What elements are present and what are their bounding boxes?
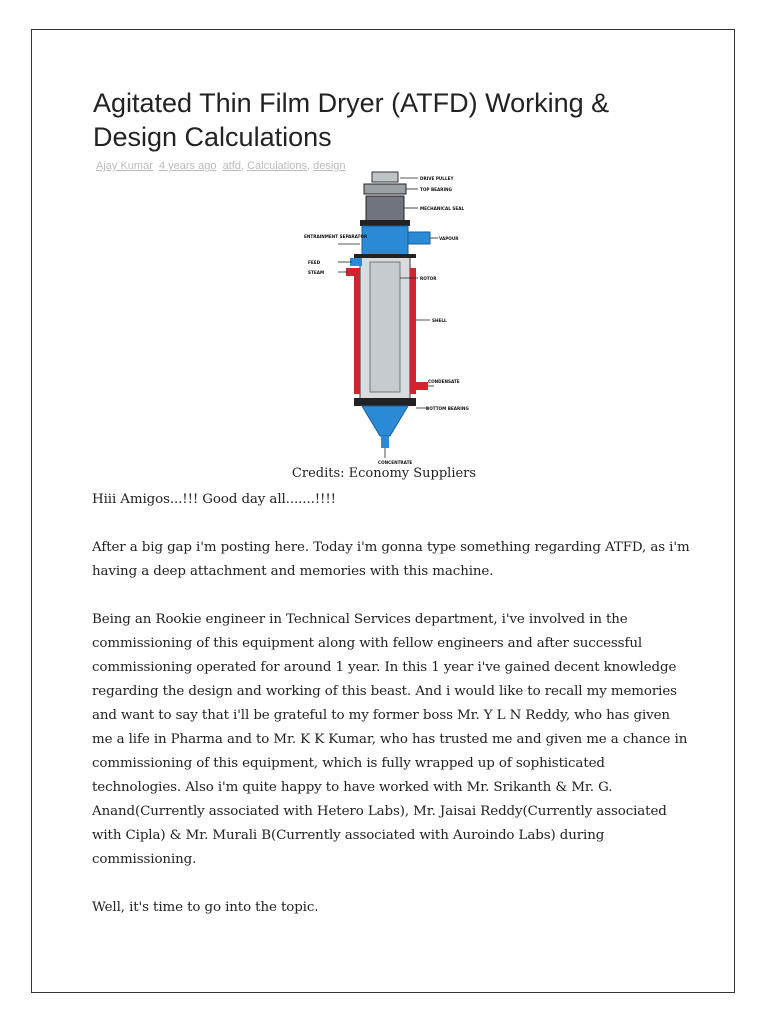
- label-top-bearing: TOP BEARING: [420, 187, 452, 192]
- label-mechanical-seal: MECHANICAL SEAL: [420, 206, 465, 211]
- label-feed: FEED: [308, 260, 321, 265]
- entrainment-separator: [362, 226, 408, 256]
- steam-jacket-right: [410, 268, 416, 394]
- post-age-link[interactable]: 4 years ago: [158, 160, 217, 172]
- label-shell: SHELL: [432, 318, 447, 323]
- label-entrainment-separator: ENTRAINMENT SEPARATOR: [304, 234, 368, 239]
- bottom-cone: [362, 406, 408, 436]
- top-bearing: [364, 184, 406, 194]
- paragraph: Being an Rookie engineer in Technical Services department, i've involved in the commissioning of this equipment along with fellow engineers and after successful commissioning operated for around 1 year. In this 1 year i've gained decent knowledge regarding the design and working of this beast. And i would like to recall my memories and want to say that i'll be grateful to my former boss Mr. Y L N Reddy, who has given me a life in Pharma and to Mr. K K Kumar, who has trusted me and given me a chance in commissioning of this equipment, which is fully wrapped up of sophisticated technologies. Also i'm quite happy to have worked with Mr. Srikanth & Mr. G. Anand(Currently associated with Hetero Labs), Mr. Jaisai Reddy(Currently associated with Cipla) & Mr. Murali B(Currently associated with Auroindo Labs) during commissioning.: [92, 612, 688, 867]
- article-title: Agitated Thin Film Dryer (ATFD) Working & Design Calculations: [93, 88, 610, 152]
- steam-jacket-left: [354, 268, 360, 394]
- label-bottom-bearing: BOTTOM BEARING: [426, 406, 469, 411]
- mechanical-seal: [366, 196, 404, 222]
- atfd-diagram: [300, 170, 470, 466]
- paragraph: Well, it's time to go into the topic.: [92, 900, 319, 915]
- rotor: [370, 262, 400, 392]
- label-drive-pulley: DRIVE PULLEY: [420, 176, 454, 181]
- label-concentrate: CONCENTRATE: [378, 460, 413, 465]
- paragraph: Hiii Amigos...!!! Good day all.......!!!!: [92, 492, 336, 507]
- label-vapour: VAPOUR: [439, 236, 459, 241]
- label-steam: STEAM: [308, 270, 325, 275]
- paragraph: After a big gap i'm posting here. Today i'm gonna type something regarding ATFD, as i'm having a deep attachment and memories with this machine.: [92, 540, 690, 579]
- label-condensate: CONDENSATE: [428, 379, 460, 384]
- drive-pulley: [372, 172, 398, 182]
- tag-link-design[interactable]: design: [313, 160, 346, 172]
- tag-link-calculations[interactable]: Calculations: [247, 160, 307, 172]
- tag-link-atfd[interactable]: atfd: [222, 160, 241, 172]
- author-link[interactable]: Ajay Kumar: [96, 160, 153, 172]
- figure-caption: Credits: Economy Suppliers: [291, 466, 477, 481]
- article-body: [92, 488, 692, 944]
- article-meta: Ajay Kumar 4 years ago atfd, Calculations, design: [96, 160, 346, 172]
- label-rotor: ROTOR: [420, 276, 437, 281]
